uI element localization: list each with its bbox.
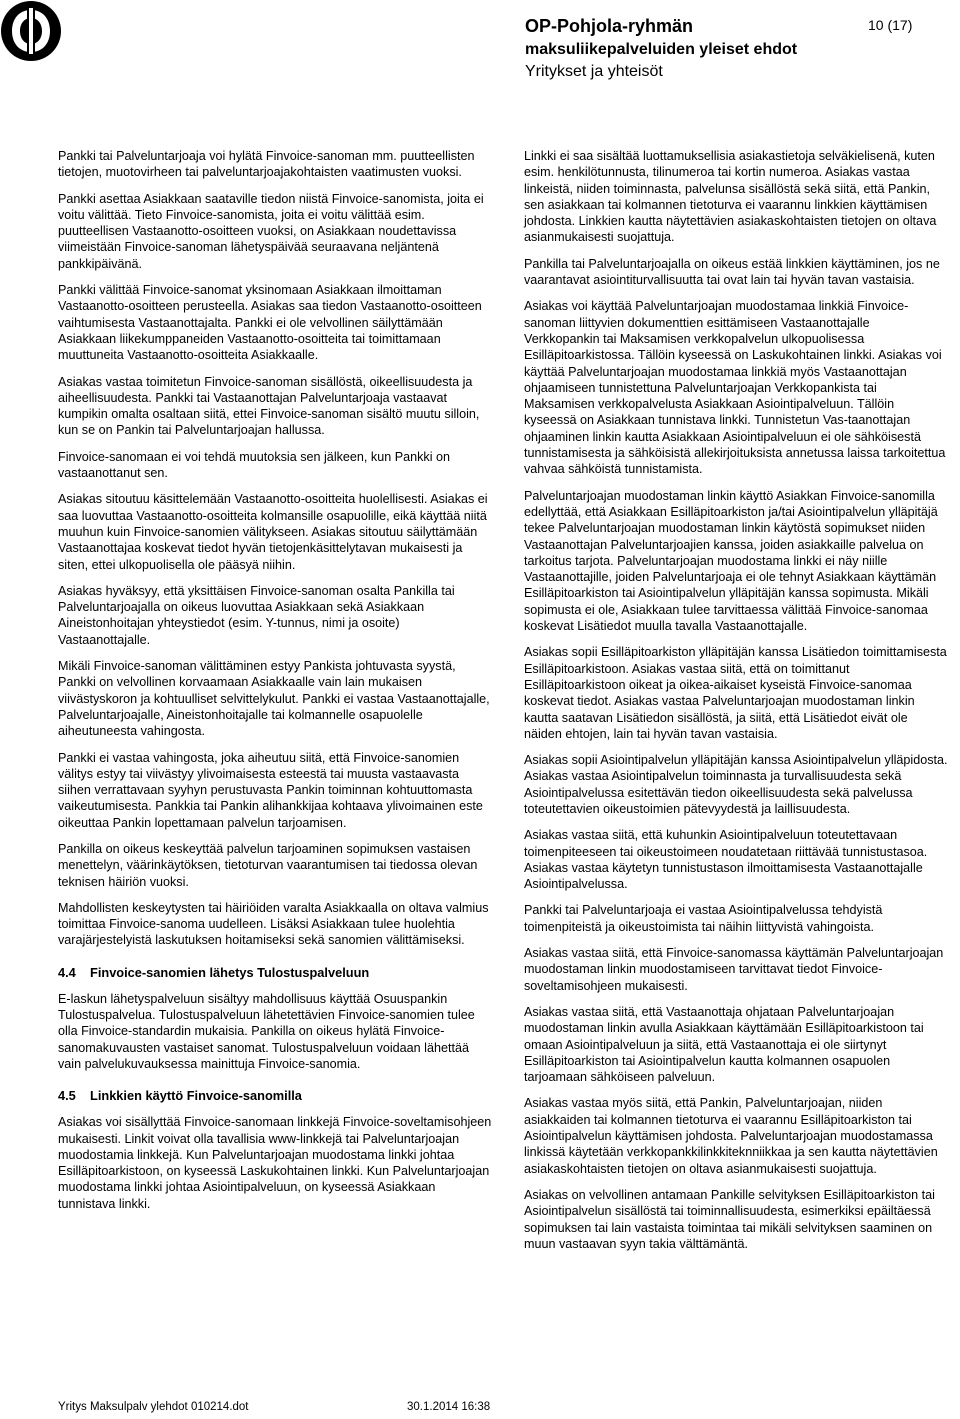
page-number: 10 (17) — [868, 17, 913, 33]
paragraph: Linkki ei saa sisältää luottamuksellisia asiakastietoja selväkielisenä, kuten esim. henkilötunnusta, tilinumeroa tai kortin numeroa. Asiakas vastaa linkeistä, niiden toiminnasta, palvelunsa sisällöstä sekä siitä, että Pankin, sen asiakkaan tai kolmannen tietoturva ei vaarannu linkkien käyttämisen johdosta. Linkkien kautta näytettävien asiakaskohtaisten tietojen on oltava asianmukaisesti suojattuja. — [524, 149, 937, 245]
header-subtitle: maksuliikepalveluiden yleiset ehdot — [525, 41, 798, 58]
paragraph: Pankki ei vastaa vahingosta, joka aiheutuu siitä, että Finvoice-sanomien välitys estyy tai viivästyy ylivoimaisesta esteestä tai muusta vastaavasta siihen verrattavaan syyhyn perustuvasta Pankin toiminnan kohtuuttomasta vaikeutumisesta. Pankkia tai Pankin alihankkijaa kohtaava ylivoimainen este oikeuttaa Pankin lopettamaan palvelun tarjoamisen. — [58, 750, 483, 830]
paragraph: Pankki välittää Finvoice-sanomat yksinomaan Asiakkaan ilmoittaman Vastaanotto-osoitteen perusteella. Asiakas saa tiedon Vastaanotto-osoitteen vaihtumisesta Vastaanottajalta. Pankki ei ole velvollinen säilyttämään Asiakkaan liikekumppaneiden Vastaanotto-osoitteita tai toimittamaan muuttuneita Vastaanotto-osoitteita Asiakkaalle. — [58, 283, 482, 363]
paragraph: Finvoice-sanomaan ei voi tehdä muutoksia sen jälkeen, kun Pankki on vastaanottanut sen. — [58, 449, 451, 481]
section-number: 4.4 — [58, 964, 76, 980]
paragraph: Asiakas vastaa siitä, että kuhunkin Asiointipalveluun toteutettavaan toimenpiteeseen tai oikeustoimeen noudatetaan riittävää tunnistustasoa. Asiakas vastaa käytetyn tunnistustason ilmoittamisesta Vastaanottajalle Asiointipalvelussa. — [524, 828, 928, 892]
paragraph: Palveluntarjoajan muodostaman linkin käyttö Asiakkan Finvoice-sanomilla edellyttää, että Asiakkaan Esilläpitoarkiston ja/tai Asiointipalvelun ylläpitäjä tekee Palveluntarjoajan muodostaman linkin käytöstä sopimukset niiden Vastaanottajan Palveluntarjoajien kanssa, joiden asiakkaille palvelua on tarkoitus tarjota. Palveluntarjoajan muodostama linkki ei näy niille Vastaanottajille, joiden Palveluntarjoaja ei ole tehnyt Asiakkaan käyttämän Esilläpitoarkiston tai Asiointipalvelun ylläpitäjän kanssa sopimusta. Mikäli sopimusta ei ole, Asiakkaan tulee tarvittaessa välittää Finvoice-sanomaa koskevat Lisätiedot muulla tavalla Vastaanottajalle. — [524, 488, 938, 634]
paragraph: Asiakas sopii Esilläpitoarkiston ylläpitäjän kanssa Lisätiedon toimittamisesta Esilläpitoarkistoon. Asiakas vastaa siitä, että on toimittanut Esilläpitoarkistoon oikeat ja oikea-aikaiset kyseistä Finvoice-sanomaa koskevat tiedot. Asiakas vastaa Palveluntarjoajan muodostaman linkin kautta saatavan Lisätiedon sisällöstä, ja siitä, että Lisätiedot eivät ole näiden ehtojen, lain tai hyvän tavan vastaisia. — [524, 645, 947, 741]
section-heading — [58, 965, 494, 981]
paragraph: Asiakas vastaa toimitetun Finvoice-sanoman sisällöstä, oikeellisuudesta ja aiheellisuudesta. Pankki tai Vastaanottajan Palveluntarjoaja vastaavat kumpikin omalta osaltaan siitä, ettei Finvoice-sanoman sisältö muutu silloin, kun se on Pankin tai Palveluntarjoajan hallussa. — [58, 374, 480, 438]
paragraph: Asiakas sopii Asiointipalvelun ylläpitäjän kanssa Asiointipalvelun ylläpidosta. Asiakas vastaa Asiointipalvelun toiminnasta ja turvallisuudesta sekä Asiointipalvelussa esitettävän tiedon oikeellisuudesta sekä palvelussa toteutettavien oikeustoimien pätevyydestä ja laillisuudesta. — [524, 753, 948, 816]
paragraph: Asiakas on velvollinen antamaan Pankille selvityksen Esilläpitoarkiston tai Asiointipalvelun sisällöstä tai toiminnallisuudesta, esimerkiksi epäiltäessä sopimuksen tai lain vastaista toimintaa tai mikäli selvityksen saaminen on muun vastaavan syyn takia välttämäntä. — [524, 1187, 935, 1251]
header-title: OP-Pohjola-ryhmän — [525, 16, 694, 36]
section-title: Finvoice-sanomien lähetys Tulostuspalveluun — [90, 964, 370, 980]
footer-document-name: Yritys Maksulpalv ylehdot 010214.dot — [58, 1401, 249, 1413]
paragraph: Pankki tai Palveluntarjoaja voi hylätä Finvoice-sanoman mm. puutteellisten tietojen, muotovirheen tai palveluntarjoajakohtaisten vaatimusten vuoksi. — [58, 149, 475, 180]
paragraph: Pankilla on oikeus keskeyttää palvelun tarjoaminen sopimuksen vastaisen menettelyn, väärinkäytöksen, tietoturvan vaarantumisen tai tiedossa olevan teknisen häiriön vuoksi. — [58, 841, 478, 889]
section-number: 4.5 — [58, 1088, 76, 1104]
paragraph: Asiakas voi sisällyttää Finvoice-sanomaan linkkejä Finvoice-soveltamisohjeen mukaisesti. Linkit voivat olla tavallisia www-linkkejä tai Palveluntarjoajan muodostamia linkkejä. Kun Palveluntarjoajan muodostama linkki johtaa Esilläpitoarkistoon, on kyseessä Laskukohtainen linkki. Kun Palveluntarjoajan muodostama linkki johtaa Asiointipalveluun, on kyseessä Asiakkaan tunnistava linkki. — [58, 1115, 492, 1211]
paragraph: Asiakas hyväksyy, että yksittäisen Finvoice-sanoman osalta Pankilla tai Palveluntarjoajalla on oikeus luovuttaa Asiakkaan sekä Asiakkaan Aineistonhoitajan yhteystiedot (esim. Y-tunnus, nimi ja osoite) Vastaanottajalle. — [58, 583, 455, 647]
right-column — [524, 148, 948, 1262]
paragraph: Asiakas sitoutuu käsittelemään Vastaanotto-osoitteita huolellisesti. Asiakas ei saa luovuttaa Vastaanotto-osoitteita kolmansille osapuolille, eikä käyttää niitä muuhun kuin Finvoice-sanomien välitykseen. Asiakas sitoutuu säilyttämään Vastaanottajaa koskevat tiedot hyvän tietojenkäsittelytavan mukaisesti ja siten, ettei ulkopuolisella ole pääsyä niihin. — [58, 492, 488, 572]
section-heading — [58, 1088, 494, 1104]
paragraph: Pankki tai Palveluntarjoaja ei vastaa Asiointipalvelussa tehdyistä toimenpiteistä ja oikeustoimista tai näihin liittyvistä vahingoista. — [524, 903, 883, 934]
left-column — [58, 148, 494, 1222]
paragraph: Asiakas vastaa siitä, että Finvoice-sanomassa käyttämän Palveluntarjoajan muodostaman linkin muodostamiseen tarvittavat tiedot Finvoice-soveltamisohjeen mukaisesti. — [524, 946, 944, 993]
paragraph: E-laskun lähetyspalveluun sisältyy mahdollisuus käyttää Osuuspankin Tulostuspalvelua. Tulostuspalveluun lähetettävien Finvoice-sanomien tulee olla Finvoice-standardin mukaisia. Pankilla on oikeus hylätä Finvoice-sanomakuvausten vastaiset sanomat. Tulostuspalveluun voidaan lähettää vain palvelukuvauksessa mainittuja Finvoice-sanomia. — [58, 991, 475, 1071]
footer-date: 30.1.2014 16:38 — [407, 1401, 491, 1413]
header-audience: Yritykset ja yhteisöt — [525, 63, 663, 80]
paragraph: Mahdollisten keskeytysten tai häiriöiden varalta Asiakkaalla on oltava valmius toimittaa Finvoice-sanoma uudelleen. Lisäksi Asiakkaan tulee huolehtia varajärjestelyistä laskutuksen hoitamiseksi sekä sanomien välittämiseksi. — [58, 900, 489, 948]
paragraph: Mikäli Finvoice-sanoman välittäminen estyy Pankista johtuvasta syystä, Pankki on velvollinen korvaamaan Asiakkaalle vain lain mukaisen viivästyskoron ja kohtuulliset selvittelykulut. Pankki ei vastaa Vastaanottajalle, Palveluntarjoajalle, Aineistonhoitajalle tai kolmannelle osapuolelle aiheutuneesta vahingosta. — [58, 659, 490, 739]
paragraph: Pankki asettaa Asiakkaan saataville tiedon niistä Finvoice-sanomista, joita ei voitu välittää. Tieto Finvoice-sanomista, joita ei voitu välittää esim. puutteellisen Vastaanotto-osoitteen vuoksi, on Asiakkaan noudettavissa viimeistään Finvoice-sanoman lähetyspäivää seuraavana neljäntenä pankkipäivänä. — [58, 191, 484, 271]
paragraph: Pankilla tai Palveluntarjoajalla on oikeus estää linkkien käyttäminen, jos ne vaarantavat asiointiturvallisuutta tai ovat lain tai hyvän tavan vastaisia. — [524, 256, 940, 288]
op-logo-icon — [0, 0, 62, 62]
paragraph: Asiakas voi käyttää Palveluntarjoajan muodostamaa linkkiä Finvoice-sanoman liittyvien dokumenttien esittämiseen Vastaanottajalle Verkkopankin tai Maksamisen verkkopalvelun ulkopuolisessa Esilläpitoarkistossa. Tällöin kyseessä on Laskukohtainen linkki. Asiakas voi käyttää Palveluntarjoajan muodostamaa linkkiä myös Vastaanottajan ohjaamiseen tunnistettuna Palveluntarjoajan Verkkopankista tai Maksamisen verkkopalvelusta Asiakkaan Asiointipalveluun. Tällöin kyseessä on Asiakkaan tunnistava linkki. Tunnistetun Vas-taanottajan ohjaaminen linkin kautta Asiakkaan Asiointipalveluun ei ole sähköisestä tunnistamisesta ja sähköisistä allekirjoituksista annetussa laissa tarkoitettua vahvaa sähköistä tunnistamista. — [524, 299, 946, 477]
section-title: Linkkien käyttö Finvoice-sanomilla — [90, 1088, 302, 1104]
paragraph: Asiakas vastaa siitä, että Vastaanottaja ohjataan Palveluntarjoajan muodostaman linkin avulla Asiakkaan käyttämään Esilläpitoarkistoon tai omaan Asiointipalveluun ja siitä, että Vastaanottaja ei ole siirtynyt Esilläpitoarkiston tai Asiointipalvelun kautta kolmannen osapuolen tarjoamaan sähköiseen palveluun. — [524, 1004, 924, 1085]
paragraph: Asiakas vastaa myös siitä, että Pankin, Palveluntarjoajan, niiden asiakkaiden tai kolmannen tietoturva ei vaarannu Esilläpitoarkiston tai Asiointipalvelun käyttämisen johdosta. Palveluntarjoajan muodostamassa linkissä käytetään verkkopankkilinkkiteknniikkaa ja sen kautta näytettävien asiakaskohtaisten tietojen on oltava asianmukaisesti suojattuja. — [524, 1096, 938, 1176]
